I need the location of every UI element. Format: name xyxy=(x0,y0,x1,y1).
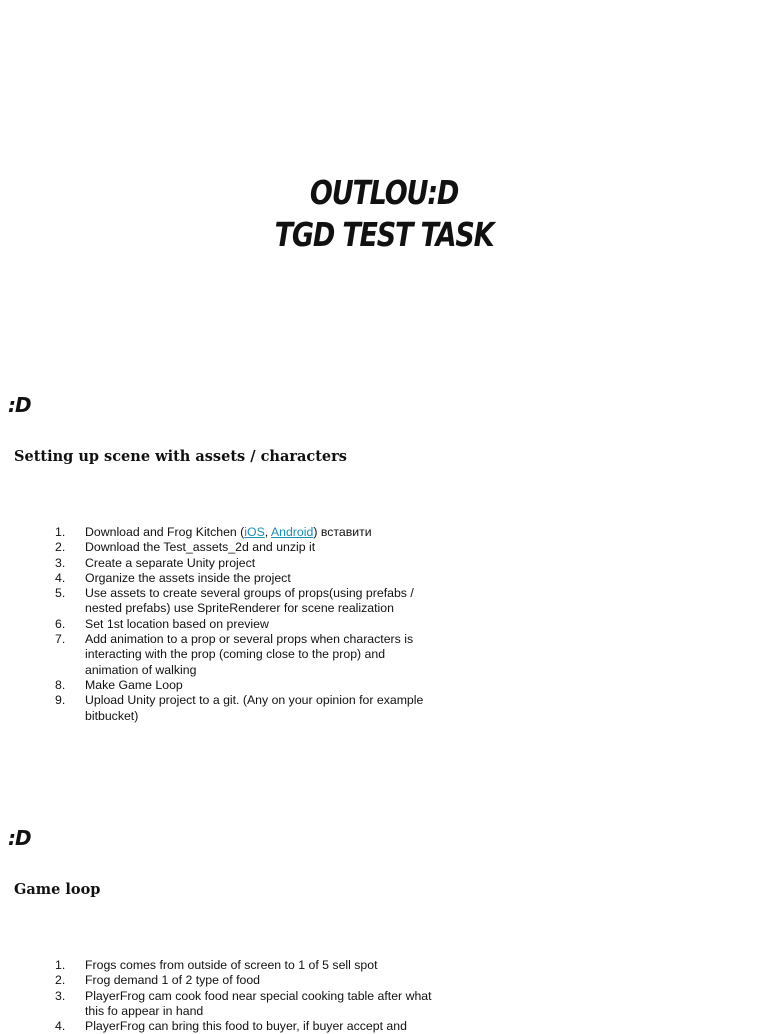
list-text: Make Game Loop xyxy=(85,677,183,692)
list-item xyxy=(52,693,432,724)
list-text: Frog demand 1 of 2 type of food xyxy=(85,973,261,988)
document-title xyxy=(69,172,699,256)
list-text: Create a separate Unity project xyxy=(85,555,256,570)
section-1-heading: Setting up scene with assets / characters xyxy=(14,448,347,465)
list-number: 4. xyxy=(55,1019,66,1034)
list-text: Set 1st location based on preview xyxy=(85,616,269,631)
section-2-steps xyxy=(52,958,432,1034)
list-item xyxy=(52,1019,432,1034)
list-number: 1. xyxy=(55,525,66,539)
list-number: 3. xyxy=(55,988,66,1003)
section-2-heading: Game loop xyxy=(14,881,101,898)
list-number: 2. xyxy=(55,540,66,555)
list-text: Organize the assets inside the project xyxy=(85,570,291,585)
list-number: 3. xyxy=(55,555,66,570)
list-text-separator: , xyxy=(264,525,271,539)
list-text: Upload Unity project to a git. (Any on your opinion for example bitbucket) xyxy=(85,693,424,723)
list-number: 2. xyxy=(55,973,66,988)
list-number: 4. xyxy=(55,570,66,585)
list-text: Use assets to create several groups of props(using prefabs / nested prefabs) use SpriteRenderer for scene realization xyxy=(85,586,414,616)
title-line-2: TGD TEST TASK xyxy=(274,215,494,254)
list-number: 9. xyxy=(55,693,66,708)
list-text: PlayerFrog cam cook food near special cooking table after what this fo appear in hand xyxy=(85,988,432,1018)
list-text: PlayerFrog can bring this food to buyer, if buyer accept and xyxy=(85,1019,407,1034)
list-item xyxy=(52,958,432,973)
list-item xyxy=(52,556,432,571)
list-text: Frogs comes from outside of screen to 1 of 5 sell spot xyxy=(85,958,378,972)
list-item xyxy=(52,571,432,586)
list-text-prefix: Download and Frog Kitchen ( xyxy=(85,525,245,539)
list-item xyxy=(52,617,432,632)
list-number: 5. xyxy=(55,586,66,601)
section-1-mark: :D xyxy=(8,393,31,417)
list-text: Add animation to a prop or several props when characters is interacting with the prop (coming close to the prop) and animation of walking xyxy=(85,632,414,677)
android-link[interactable]: Android xyxy=(270,525,314,539)
section-1-steps xyxy=(52,525,432,724)
list-item xyxy=(52,632,432,678)
list-number: 1. xyxy=(55,958,66,972)
list-item xyxy=(52,525,432,540)
list-item xyxy=(52,989,432,1020)
list-text-suffix: ) вставити xyxy=(313,525,372,539)
list-text: Download the Test_assets_2d and unzip it xyxy=(85,540,316,555)
list-item xyxy=(52,973,432,988)
list-number: 6. xyxy=(55,616,66,631)
title-line-1: OUTLOU:D xyxy=(309,173,459,212)
section-2-mark: :D xyxy=(8,826,31,850)
list-item xyxy=(52,586,432,617)
list-item xyxy=(52,678,432,693)
list-number: 8. xyxy=(55,677,66,692)
list-number: 7. xyxy=(55,632,66,647)
list-item xyxy=(52,540,432,555)
ios-link[interactable]: iOS xyxy=(244,525,265,539)
